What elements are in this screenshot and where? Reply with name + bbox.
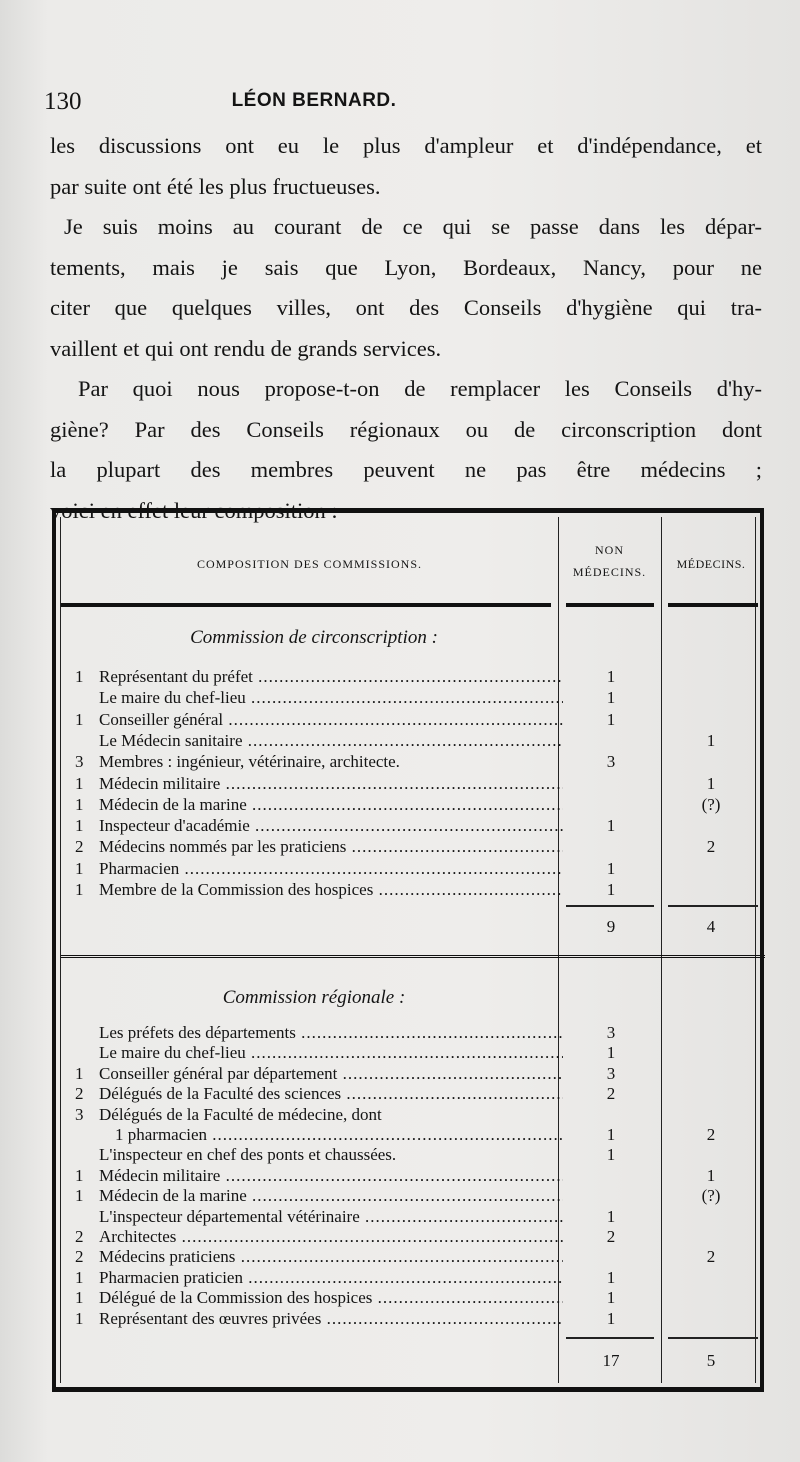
row-count: 1 <box>75 1186 84 1206</box>
table-row <box>75 1166 563 1185</box>
total-non-medecins: 17 <box>602 1351 620 1370</box>
row-count: 1 <box>75 1308 84 1328</box>
cell-medecins: 2 <box>706 837 716 857</box>
cell-medecins: 1 <box>706 1165 716 1185</box>
running-title: LÉON BERNARD. <box>231 90 397 111</box>
table-row <box>75 795 563 814</box>
cell-medecins: 2 <box>706 1125 716 1144</box>
text-line: tements, mais je sais que Lyon, Bordeaux, Nancy, pour ne <box>50 254 762 280</box>
total-medecins: 4 <box>706 917 716 936</box>
row-label: Médecin de la marine ..... <box>99 795 563 814</box>
table-row <box>75 1268 563 1287</box>
total-medecins: 5 <box>706 1351 716 1370</box>
row-count: 1 <box>75 1063 84 1083</box>
cell-medecins: 1 <box>706 773 716 793</box>
table-row <box>75 816 563 835</box>
subtotal-rule <box>668 1337 758 1339</box>
col-header-composition: COMPOSITION DES COMMISSIONS. <box>196 557 423 571</box>
table-row <box>75 710 563 729</box>
table-row <box>75 1084 563 1103</box>
row-count: 1 <box>75 773 84 793</box>
row-label: Les préfets des départements ..... <box>99 1023 563 1042</box>
row-label: L'inspecteur en chef des ponts et chaussées. <box>99 1145 397 1165</box>
table-row <box>75 1105 563 1124</box>
table-row <box>75 688 563 707</box>
row-label: Délégués de la Faculté des sciences ..... <box>99 1084 563 1103</box>
running-header <box>44 84 784 118</box>
subtotal-rule <box>566 905 654 907</box>
cell-non-medecins: 1 <box>606 1267 616 1287</box>
table-row <box>75 1309 563 1328</box>
row-label: Architectes ..... <box>99 1227 563 1246</box>
cell-non-medecins: 1 <box>606 1288 616 1308</box>
text-line: vaillent et qui ont rendu de grands services. <box>50 335 442 361</box>
table-row <box>75 1247 563 1266</box>
section-title-regionale: Commission régionale : <box>222 987 406 1008</box>
cell-medecins: 1 <box>706 730 716 750</box>
page-number: 130 <box>44 88 82 115</box>
cell-medecins: 2 <box>706 1247 716 1267</box>
row-count: 2 <box>75 1084 84 1104</box>
header-rule <box>668 603 758 607</box>
table-row <box>75 774 563 793</box>
row-label: Médecin de la marine ..... <box>99 1186 563 1205</box>
row-count: 1 <box>75 709 84 729</box>
table-row <box>75 1043 563 1062</box>
text-line: Je suis moins au courant de ce qui se passe dans les dépar- <box>64 214 762 239</box>
row-label: Médecin militaire ..... <box>99 1166 563 1185</box>
cell-non-medecins: 1 <box>606 1125 616 1144</box>
cell-non-medecins: 1 <box>606 1206 616 1226</box>
cell-non-medecins: 1 <box>606 709 616 729</box>
row-label: L'inspecteur départemental vétérinaire ..... <box>99 1207 563 1226</box>
table-row <box>75 1145 563 1164</box>
row-count: 2 <box>75 1247 84 1267</box>
row-count: 1 <box>75 1267 84 1287</box>
row-label: Conseiller général par département ..... <box>99 1064 563 1083</box>
subtotal-rule <box>668 905 758 907</box>
row-label: Pharmacien praticien ..... <box>99 1268 563 1287</box>
cell-non-medecins: 3 <box>606 752 616 772</box>
paragraph <box>50 126 762 207</box>
cell-non-medecins: 2 <box>606 1084 616 1104</box>
cell-non-medecins: 1 <box>606 880 616 899</box>
row-count: 2 <box>75 1227 84 1246</box>
text-line: la plupart des membres peuvent ne pas être médecins ; <box>50 457 762 482</box>
text-line: citer que quelques villes, ont des Conseils d'hygiène qui tra- <box>50 295 762 320</box>
table-row <box>75 1207 563 1226</box>
row-label: Médecins nommés par les praticiens ..... <box>99 837 563 856</box>
row-label: 1 pharmacien ..... <box>115 1125 563 1144</box>
cell-non-medecins: 2 <box>606 1227 616 1246</box>
row-label: Délégué de la Commission des hospices ..... <box>99 1288 563 1307</box>
cell-medecins: (?) <box>701 1186 721 1206</box>
row-label: Médecins praticiens ..... <box>99 1247 563 1266</box>
section-divider <box>61 955 765 961</box>
cell-non-medecins: 1 <box>606 816 616 836</box>
table-row <box>75 1186 563 1205</box>
text-line: les discussions ont eu le plus d'ampleur et d'indépendance, et <box>50 133 762 158</box>
row-count: 1 <box>75 794 84 814</box>
table-row <box>75 837 563 856</box>
row-count: 2 <box>75 837 84 857</box>
row-count: 3 <box>75 752 84 772</box>
cell-non-medecins: 1 <box>606 667 616 686</box>
table-row <box>75 1227 563 1246</box>
row-count: 1 <box>75 1165 84 1185</box>
row-label: Membres : ingénieur, vétérinaire, architecte. <box>99 752 400 772</box>
row-label: Représentant des œuvres privées ..... <box>99 1309 563 1328</box>
row-count: 1 <box>75 858 84 878</box>
cell-non-medecins: 3 <box>606 1063 616 1083</box>
cell-non-medecins: 1 <box>606 1308 616 1328</box>
row-label: Inspecteur d'académie ..... <box>99 816 563 835</box>
col-header-non-line1: NON <box>595 543 624 557</box>
row-label: Membre de la Commission des hospices ..... <box>99 880 563 899</box>
table-row <box>75 752 563 771</box>
row-count: 1 <box>75 1288 84 1308</box>
cell-non-medecins: 3 <box>606 1023 616 1042</box>
composition-table <box>52 508 764 1392</box>
paragraph <box>50 369 762 531</box>
col-header-non-line2: MÉDECINS. <box>572 565 647 579</box>
cell-non-medecins: 1 <box>606 858 616 878</box>
header-rule <box>566 603 654 607</box>
row-count: 3 <box>75 1104 84 1124</box>
table-row <box>75 731 563 750</box>
row-label: Pharmacien ..... <box>99 859 563 878</box>
row-count: 1 <box>75 880 84 899</box>
table-row <box>75 1023 563 1042</box>
row-label: Médecin militaire ..... <box>99 774 563 793</box>
row-label: Conseiller général ..... <box>99 710 563 729</box>
text-line: giène? Par des Conseils régionaux ou de circonscription dont <box>50 416 762 442</box>
col-header-medecins: MÉDECINS. <box>676 557 746 571</box>
section-title-circonscription: Commission de circonscription : <box>190 627 438 648</box>
paragraph <box>50 207 762 369</box>
column-divider <box>661 517 662 1383</box>
table-row <box>75 1064 563 1083</box>
table-row <box>75 667 563 686</box>
table-inner-frame <box>60 517 756 1383</box>
body-text <box>50 126 762 531</box>
cell-non-medecins: 1 <box>606 1043 616 1063</box>
row-label: Représentant du préfet ..... <box>99 667 563 686</box>
text-line: par suite ont été les plus fructueuses. <box>50 173 381 199</box>
row-count: 1 <box>75 816 84 836</box>
total-non-medecins: 9 <box>606 917 616 936</box>
row-label: Le Médecin sanitaire ..... <box>99 731 563 750</box>
text-line: Par quoi nous propose-t-on de remplacer les Conseils d'hy- <box>78 376 762 401</box>
table-row <box>75 1288 563 1307</box>
subtotal-rule <box>566 1337 654 1339</box>
row-label: Le maire du chef-lieu ..... <box>99 688 563 707</box>
row-label: Délégués de la Faculté de médecine, dont <box>99 1104 382 1124</box>
header-rule <box>61 603 551 607</box>
text-line: voici en effet leur composition : <box>50 497 338 523</box>
row-label: Le maire du chef-lieu ..... <box>99 1043 563 1062</box>
row-count: 1 <box>75 667 84 686</box>
cell-non-medecins: 1 <box>606 1145 616 1165</box>
table-row <box>75 859 563 878</box>
table-row <box>75 1125 563 1144</box>
cell-non-medecins: 1 <box>606 688 616 708</box>
table-row <box>75 880 563 899</box>
cell-medecins: (?) <box>701 794 721 814</box>
